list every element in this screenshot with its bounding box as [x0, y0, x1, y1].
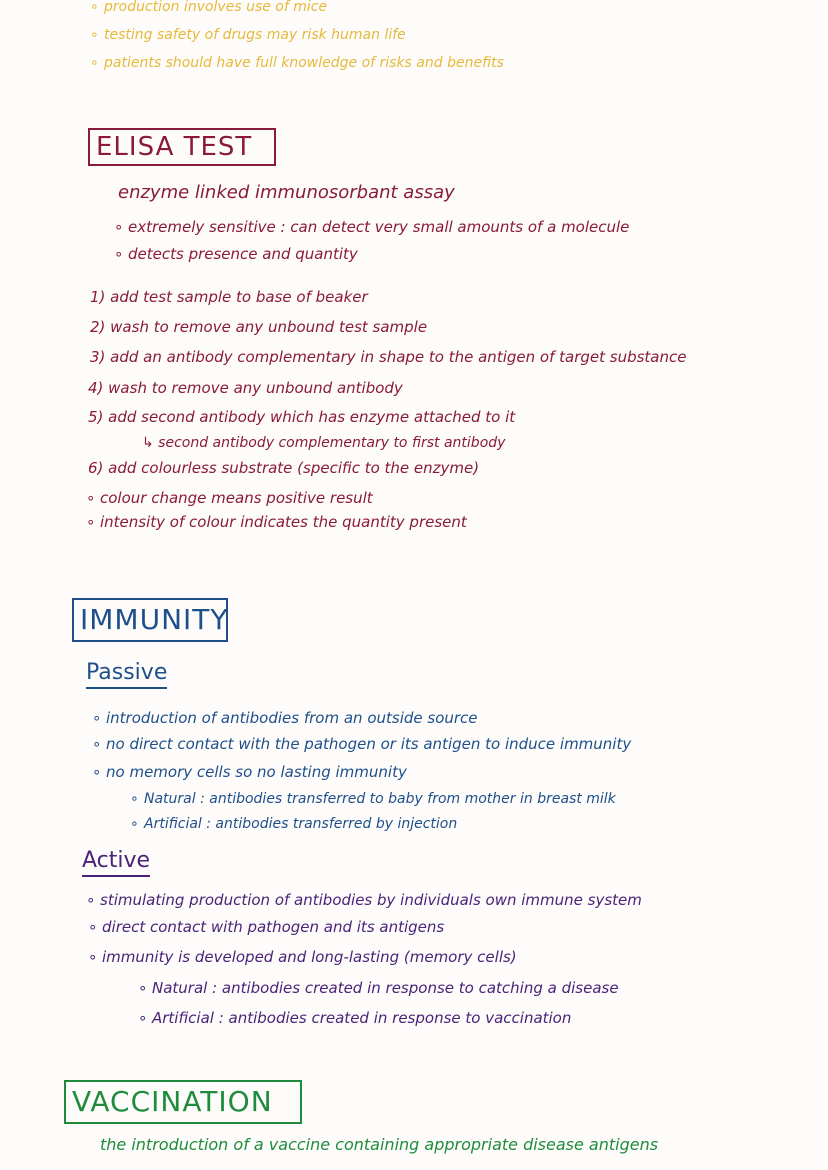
elisa-step-note: ↳ second antibody complementary to first antibody [142, 435, 506, 451]
active-bullet: ∘ immunity is developed and long-lasting (memory cells) [88, 950, 517, 965]
top-bullet: ∘ patients should have full knowledge of risks and benefits [90, 56, 504, 70]
passive-bullet: ∘ no memory cells so no lasting immunity [92, 765, 407, 780]
elisa-bullet: ∘ extremely sensitive : can detect very small amounts of a molecule [114, 220, 629, 235]
passive-title: Passive [86, 660, 167, 689]
active-type: ∘ Natural : antibodies created in response to catching a disease [138, 981, 619, 996]
vaccination-heading: VACCINATION [64, 1080, 302, 1124]
active-bullet: ∘ stimulating production of antibodies by individuals own immune system [86, 893, 642, 908]
immunity-heading: IMMUNITY [72, 598, 228, 642]
vaccination-line: the introduction of a vaccine containing appropriate disease antigens [100, 1135, 659, 1154]
passive-bullet: ∘ no direct contact with the pathogen or its antigen to induce immunity [92, 737, 631, 752]
elisa-heading: ELISA TEST [88, 128, 276, 166]
active-bullet: ∘ direct contact with pathogen and its antigens [88, 920, 444, 935]
elisa-step: 4) wash to remove any unbound antibody [88, 379, 403, 397]
elisa-step: 2) wash to remove any unbound test sample [90, 318, 428, 336]
active-subheading [82, 850, 150, 872]
passive-subheading [86, 662, 167, 684]
elisa-step: 6) add colourless substrate (specific to the enzyme) [88, 459, 480, 477]
active-title: Active [82, 848, 150, 877]
elisa-step: 5) add second antibody which has enzyme attached to it [88, 408, 516, 426]
top-bullet: ∘ production involves use of mice [90, 0, 327, 14]
elisa-result: ∘ colour change means positive result [86, 491, 373, 506]
elisa-step: 1) add test sample to base of beaker [90, 288, 368, 306]
elisa-step: 3) add an antibody complementary in shape to the antigen of target substance [90, 348, 687, 366]
elisa-subtitle: enzyme linked immunosorbant assay [118, 182, 455, 203]
elisa-result: ∘ intensity of colour indicates the quantity present [86, 515, 467, 530]
passive-type: ∘ Natural : antibodies transferred to baby from mother in breast milk [130, 792, 616, 806]
elisa-bullet: ∘ detects presence and quantity [114, 247, 358, 262]
passive-bullet: ∘ introduction of antibodies from an outside source [92, 711, 478, 726]
passive-type: ∘ Artificial : antibodies transferred by injection [130, 817, 457, 831]
top-bullet: ∘ testing safety of drugs may risk human life [90, 28, 406, 42]
active-type: ∘ Artificial : antibodies created in response to vaccination [138, 1011, 571, 1026]
